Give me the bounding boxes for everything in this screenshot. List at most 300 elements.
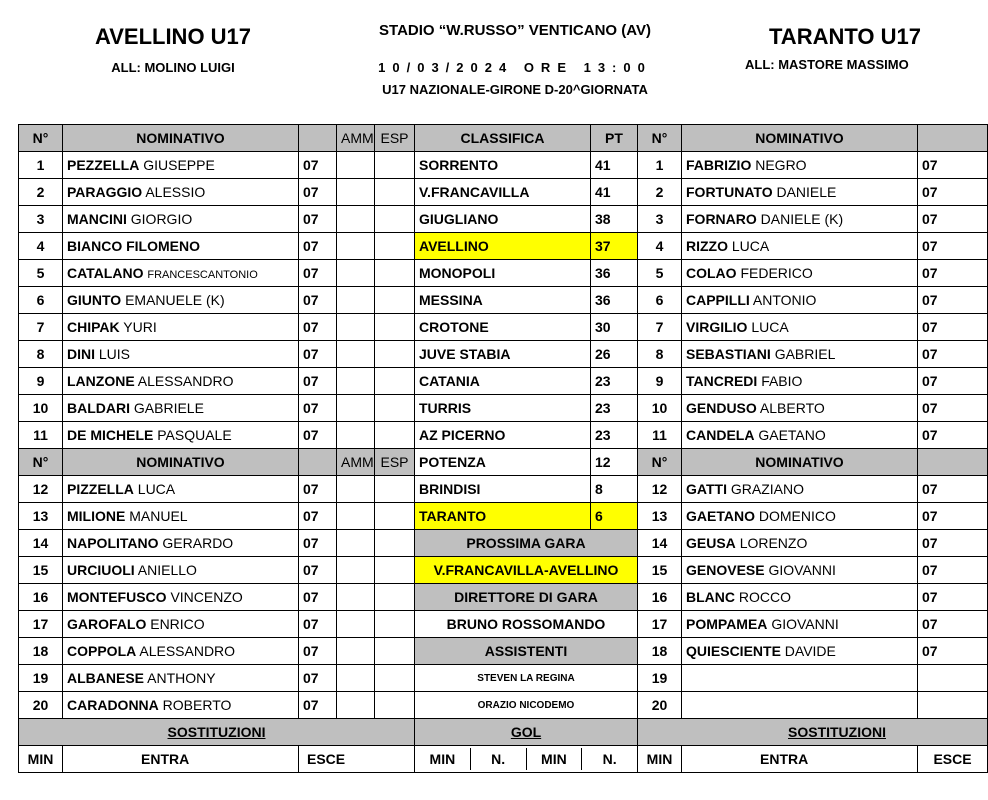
footer-subheader-row <box>19 746 988 773</box>
away-player-surname: RIZZO <box>686 238 728 254</box>
away-player-number: 11 <box>638 422 682 449</box>
home-esp-cell <box>375 530 415 557</box>
home-player-number: 12 <box>19 476 63 503</box>
away-player-code: 07 <box>918 287 988 314</box>
header-nominativo: NOMINATIVO <box>63 449 299 476</box>
home-player-code: 07 <box>299 152 337 179</box>
home-player-number: 14 <box>19 530 63 557</box>
away-player-name <box>682 665 918 692</box>
away-player-surname: QUIESCIENTE <box>686 643 781 659</box>
stadium: STADIO “W.RUSSO” VENTICANO (AV) <box>379 22 651 39</box>
table-row <box>19 395 988 422</box>
away-player-surname: FABRIZIO <box>686 157 752 173</box>
home-amm-cell <box>337 179 375 206</box>
home-player-name <box>63 476 299 503</box>
away-player-name <box>682 530 918 557</box>
home-player-code: 07 <box>299 287 337 314</box>
away-player-firstname: GIOVANNI <box>771 616 839 632</box>
home-player-number: 2 <box>19 179 63 206</box>
home-amm-cell <box>337 611 375 638</box>
standing-points: 12 <box>591 449 638 476</box>
home-player-surname: GIUNTO <box>67 292 122 308</box>
home-player-number: 17 <box>19 611 63 638</box>
home-esp-cell <box>375 395 415 422</box>
home-player-number: 8 <box>19 341 63 368</box>
header-n: N° <box>19 125 63 152</box>
home-amm-cell <box>337 368 375 395</box>
away-player-number: 2 <box>638 179 682 206</box>
home-player-firstname: ALESSANDRO <box>139 643 236 659</box>
away-player-number: 1 <box>638 152 682 179</box>
standing-team: JUVE STABIA <box>415 341 591 368</box>
away-sub-esce: ESCE <box>918 746 988 773</box>
home-player-number: 3 <box>19 206 63 233</box>
away-player-firstname: GIOVANNI <box>768 562 836 578</box>
home-player-name <box>63 638 299 665</box>
home-player-firstname: ANTHONY <box>147 670 216 686</box>
home-player-code: 07 <box>299 422 337 449</box>
home-esp-cell <box>375 368 415 395</box>
home-player-name <box>63 503 299 530</box>
standing-team: AZ PICERNO <box>415 422 591 449</box>
home-player-name <box>63 530 299 557</box>
away-coach: ALL: MASTORE MASSIMO <box>745 57 909 72</box>
away-player-surname: VIRGILIO <box>686 319 748 335</box>
away-player-firstname: DANIELE <box>776 184 837 200</box>
table-row <box>19 260 988 287</box>
home-player-surname: CARADONNA <box>67 697 159 713</box>
home-player-number: 6 <box>19 287 63 314</box>
home-player-firstname: GABRIELE <box>133 400 204 416</box>
away-player-code: 07 <box>918 341 988 368</box>
standing-points: 37 <box>591 233 638 260</box>
away-player-number: 13 <box>638 503 682 530</box>
home-player-firstname: ENRICO <box>150 616 205 632</box>
home-player-firstname: ALESSIO <box>145 184 206 200</box>
home-player-number: 5 <box>19 260 63 287</box>
away-player-surname: SEBASTIANI <box>686 346 771 362</box>
home-esp-cell <box>375 422 415 449</box>
home-esp-cell <box>375 665 415 692</box>
away-player-number: 16 <box>638 584 682 611</box>
table-row <box>19 476 988 503</box>
home-amm-cell <box>337 260 375 287</box>
home-player-code: 07 <box>299 260 337 287</box>
home-player-number: 9 <box>19 368 63 395</box>
assistente-1: STEVEN LA REGINA <box>415 665 638 692</box>
home-player-surname: BALDARI <box>67 400 130 416</box>
away-player-code: 07 <box>918 476 988 503</box>
home-player-surname: MILIONE <box>67 508 126 524</box>
table-row <box>19 503 988 530</box>
direttore-label: DIRETTORE DI GARA <box>415 584 638 611</box>
home-player-code: 07 <box>299 692 337 719</box>
away-player-code: 07 <box>918 503 988 530</box>
standing-team: GIUGLIANO <box>415 206 591 233</box>
home-player-surname: DINI <box>67 346 95 362</box>
away-sub-min: MIN <box>638 746 682 773</box>
away-player-name <box>682 206 918 233</box>
home-player-name <box>63 584 299 611</box>
goals-title: GOL <box>415 719 638 746</box>
away-player-code: 07 <box>918 368 988 395</box>
home-esp-cell <box>375 503 415 530</box>
table-row <box>19 611 988 638</box>
home-esp-cell <box>375 314 415 341</box>
home-esp-cell <box>375 206 415 233</box>
home-player-name <box>63 368 299 395</box>
home-player-firstname: GIORGIO <box>130 211 193 227</box>
table-row <box>19 584 988 611</box>
home-player-surname: GAROFALO <box>67 616 147 632</box>
away-player-number: 7 <box>638 314 682 341</box>
away-player-surname: COLAO <box>686 265 737 281</box>
away-player-name <box>682 314 918 341</box>
home-player-code: 07 <box>299 395 337 422</box>
goal-n-label: N. <box>602 751 617 767</box>
home-player-code: 07 <box>299 665 337 692</box>
away-player-name <box>682 395 918 422</box>
home-player-number: 16 <box>19 584 63 611</box>
away-player-firstname: GABRIEL <box>774 346 836 362</box>
home-amm-cell <box>337 503 375 530</box>
home-esp-cell <box>375 341 415 368</box>
home-player-surname: PEZZELLA <box>67 157 140 173</box>
home-amm-cell <box>337 233 375 260</box>
home-player-number: 19 <box>19 665 63 692</box>
standing-team: TARANTO <box>415 503 591 530</box>
home-player-firstname: GIUSEPPE <box>143 157 215 173</box>
home-player-firstname: YURI <box>123 319 157 335</box>
home-amm-cell <box>337 422 375 449</box>
away-player-surname: CANDELA <box>686 427 755 443</box>
standing-team: POTENZA <box>415 449 591 476</box>
home-player-name <box>63 341 299 368</box>
home-amm-cell <box>337 665 375 692</box>
home-player-code: 07 <box>299 611 337 638</box>
standing-points: 30 <box>591 314 638 341</box>
away-player-name <box>682 476 918 503</box>
away-player-code: 07 <box>918 206 988 233</box>
home-team-name: AVELLINO U17 <box>94 24 252 49</box>
direttore-name: BRUNO ROSSOMANDO <box>415 611 638 638</box>
away-player-code: 07 <box>918 179 988 206</box>
away-player-surname: TANCREDI <box>686 373 758 389</box>
header-esp: ESP <box>375 449 415 476</box>
prossima-gara-match: V.FRANCAVILLA-AVELLINO <box>415 557 638 584</box>
home-player-name <box>63 233 299 260</box>
standing-points: 8 <box>591 476 638 503</box>
away-player-name <box>682 503 918 530</box>
goal-min-label: MIN <box>415 748 471 770</box>
home-player-code: 07 <box>299 530 337 557</box>
standing-points: 6 <box>591 503 638 530</box>
away-player-surname: GEUSA <box>686 535 736 551</box>
away-player-number: 14 <box>638 530 682 557</box>
home-player-code: 07 <box>299 557 337 584</box>
table-row <box>19 692 988 719</box>
assistente-2: ORAZIO NICODEMO <box>415 692 638 719</box>
header-nominativo: NOMINATIVO <box>682 125 918 152</box>
home-player-name <box>63 665 299 692</box>
standing-team: SORRENTO <box>415 152 591 179</box>
header-esp: ESP <box>375 125 415 152</box>
home-player-code: 07 <box>299 503 337 530</box>
home-amm-cell <box>337 341 375 368</box>
table-row <box>19 368 988 395</box>
away-player-name <box>682 341 918 368</box>
away-player-code <box>918 665 988 692</box>
goal-min-label: MIN <box>527 748 583 770</box>
home-sub-min: MIN <box>19 746 63 773</box>
away-player-firstname: DANIELE (K) <box>760 211 844 227</box>
away-player-code: 07 <box>918 314 988 341</box>
away-player-surname: FORTUNATO <box>686 184 773 200</box>
away-substitutions-title: SOSTITUZIONI <box>638 719 988 746</box>
table-row <box>19 422 988 449</box>
home-player-surname: URCIUOLI <box>67 562 135 578</box>
standing-points: 38 <box>591 206 638 233</box>
away-player-code: 07 <box>918 611 988 638</box>
away-player-code <box>918 692 988 719</box>
away-player-name <box>682 638 918 665</box>
standing-points: 26 <box>591 341 638 368</box>
away-player-firstname: LUCA <box>731 238 770 254</box>
header-code-col <box>918 125 988 152</box>
home-esp-cell <box>375 287 415 314</box>
away-sub-entra: ENTRA <box>682 746 918 773</box>
home-esp-cell <box>375 584 415 611</box>
away-player-firstname: ALBERTO <box>759 400 825 416</box>
table-row <box>19 665 988 692</box>
away-player-number: 4 <box>638 233 682 260</box>
home-player-code: 07 <box>299 368 337 395</box>
standing-points: 41 <box>591 152 638 179</box>
table-row <box>19 287 988 314</box>
home-player-surname: CATALANO <box>67 265 144 281</box>
table-row <box>19 206 988 233</box>
goals-subheader-cells <box>415 748 637 770</box>
away-player-name <box>682 692 918 719</box>
away-team-name: TARANTO U17 <box>769 24 921 49</box>
table-row <box>19 179 988 206</box>
away-player-name <box>682 287 918 314</box>
away-player-surname: BLANC <box>686 589 735 605</box>
home-esp-cell <box>375 260 415 287</box>
away-player-firstname: GRAZIANO <box>730 481 804 497</box>
header-code-col <box>299 125 337 152</box>
match-sheet-table <box>18 124 988 773</box>
home-player-firstname: LUCA <box>137 481 176 497</box>
home-amm-cell <box>337 584 375 611</box>
away-player-code: 07 <box>918 395 988 422</box>
home-esp-cell <box>375 692 415 719</box>
standing-team: CATANIA <box>415 368 591 395</box>
table-row <box>19 233 988 260</box>
home-player-name <box>63 395 299 422</box>
table-row <box>19 341 988 368</box>
away-player-number: 20 <box>638 692 682 719</box>
header-amm: AMM <box>337 449 375 476</box>
away-player-code: 07 <box>918 422 988 449</box>
home-player-surname: CHIPAK <box>67 319 120 335</box>
header-amm: AMM <box>337 125 375 152</box>
home-player-firstname: ANIELLO <box>137 562 197 578</box>
away-player-firstname: ROCCO <box>738 589 792 605</box>
home-esp-cell <box>375 638 415 665</box>
home-player-number: 18 <box>19 638 63 665</box>
away-player-firstname: DAVIDE <box>784 643 836 659</box>
home-sub-entra: ENTRA <box>63 746 299 773</box>
home-player-firstname: ROBERTO <box>162 697 232 713</box>
home-player-firstname: LUIS <box>98 346 131 362</box>
home-substitutions-title: SOSTITUZIONI <box>19 719 415 746</box>
away-player-number: 9 <box>638 368 682 395</box>
home-player-surname: BIANCO FILOMENO <box>67 238 200 254</box>
standing-team: MONOPOLI <box>415 260 591 287</box>
home-player-number: 7 <box>19 314 63 341</box>
home-player-firstname: VINCENZO <box>170 589 243 605</box>
home-player-surname: ALBANESE <box>67 670 145 686</box>
home-player-code: 07 <box>299 206 337 233</box>
home-esp-cell <box>375 152 415 179</box>
standing-points: 23 <box>591 368 638 395</box>
home-player-code: 07 <box>299 314 337 341</box>
standing-points: 36 <box>591 287 638 314</box>
away-player-number: 15 <box>638 557 682 584</box>
home-player-name <box>63 692 299 719</box>
away-player-number: 5 <box>638 260 682 287</box>
match-date-time: 10/03/2024 ORE 13:00 <box>378 60 652 75</box>
header-code-col <box>918 449 988 476</box>
away-player-code: 07 <box>918 152 988 179</box>
away-player-firstname: GAETANO <box>758 427 826 443</box>
away-player-code: 07 <box>918 233 988 260</box>
away-player-firstname: NEGRO <box>755 157 807 173</box>
home-player-code: 07 <box>299 179 337 206</box>
header-nominativo: NOMINATIVO <box>682 449 918 476</box>
standing-team: AVELLINO <box>415 233 591 260</box>
away-player-surname: POMPAMEA <box>686 616 768 632</box>
home-player-surname: PIZZELLA <box>67 481 134 497</box>
standing-points: 41 <box>591 179 638 206</box>
goals-subheader <box>415 746 638 773</box>
away-player-name <box>682 260 918 287</box>
home-player-name <box>63 557 299 584</box>
away-player-code: 07 <box>918 584 988 611</box>
home-player-surname: NAPOLITANO <box>67 535 159 551</box>
home-player-surname: DE MICHELE <box>67 427 154 443</box>
home-player-number: 1 <box>19 152 63 179</box>
table-row <box>19 152 988 179</box>
home-player-code: 07 <box>299 638 337 665</box>
table-row <box>19 530 988 557</box>
prossima-gara-label: PROSSIMA GARA <box>415 530 638 557</box>
home-coach: ALL: MOLINO LUIGI <box>111 60 235 75</box>
home-player-name <box>63 314 299 341</box>
home-player-name <box>63 287 299 314</box>
away-player-number: 12 <box>638 476 682 503</box>
away-player-surname: CAPPILLI <box>686 292 750 308</box>
home-player-surname: PARAGGIO <box>67 184 143 200</box>
standing-team: MESSINA <box>415 287 591 314</box>
away-player-code: 07 <box>918 530 988 557</box>
home-amm-cell <box>337 476 375 503</box>
away-player-number: 3 <box>638 206 682 233</box>
section-header-row <box>19 449 988 476</box>
home-player-number: 15 <box>19 557 63 584</box>
home-player-name <box>63 611 299 638</box>
away-player-number: 19 <box>638 665 682 692</box>
home-player-surname: MANCINI <box>67 211 127 227</box>
home-sub-esce: ESCE <box>299 746 415 773</box>
away-player-surname: FORNARO <box>686 211 757 227</box>
home-player-number: 10 <box>19 395 63 422</box>
away-player-firstname: FEDERICO <box>740 265 813 281</box>
home-player-number: 11 <box>19 422 63 449</box>
home-amm-cell <box>337 692 375 719</box>
home-amm-cell <box>337 557 375 584</box>
home-player-name <box>63 152 299 179</box>
away-player-surname: GATTI <box>686 481 727 497</box>
home-player-firstname: EMANUELE (K) <box>125 292 225 308</box>
header-classifica: CLASSIFICA <box>415 125 591 152</box>
header-nominativo: NOMINATIVO <box>63 125 299 152</box>
home-player-firstname: GERARDO <box>162 535 234 551</box>
away-player-surname: GAETANO <box>686 508 755 524</box>
home-player-code: 07 <box>299 476 337 503</box>
section-header-row <box>19 125 988 152</box>
away-player-number: 10 <box>638 395 682 422</box>
home-amm-cell <box>337 287 375 314</box>
home-player-name <box>63 206 299 233</box>
table-row <box>19 638 988 665</box>
home-player-surname: MONTEFUSCO <box>67 589 167 605</box>
away-player-name <box>682 368 918 395</box>
standing-points: 23 <box>591 395 638 422</box>
away-player-name <box>682 557 918 584</box>
away-player-surname: GENDUSO <box>686 400 757 416</box>
home-player-number: 13 <box>19 503 63 530</box>
header-n: N° <box>638 449 682 476</box>
away-player-firstname: FABIO <box>761 373 803 389</box>
home-player-name <box>63 260 299 287</box>
home-esp-cell <box>375 233 415 260</box>
away-player-name <box>682 422 918 449</box>
home-player-code: 07 <box>299 233 337 260</box>
home-player-firstname: ALESSANDRO <box>137 373 234 389</box>
home-amm-cell <box>337 638 375 665</box>
standing-points: 23 <box>591 422 638 449</box>
home-player-firstname: MANUEL <box>129 508 188 524</box>
header-code-col <box>299 449 337 476</box>
table-row <box>19 557 988 584</box>
away-player-code: 07 <box>918 638 988 665</box>
away-player-number: 18 <box>638 638 682 665</box>
home-amm-cell <box>337 206 375 233</box>
footer-section-row <box>19 719 988 746</box>
home-player-code: 07 <box>299 341 337 368</box>
standing-team: BRINDISI <box>415 476 591 503</box>
home-player-name <box>63 422 299 449</box>
home-amm-cell <box>337 530 375 557</box>
home-player-code: 07 <box>299 584 337 611</box>
header-n: N° <box>638 125 682 152</box>
home-player-name <box>63 179 299 206</box>
home-amm-cell <box>337 395 375 422</box>
standing-team: V.FRANCAVILLA <box>415 179 591 206</box>
home-amm-cell <box>337 152 375 179</box>
